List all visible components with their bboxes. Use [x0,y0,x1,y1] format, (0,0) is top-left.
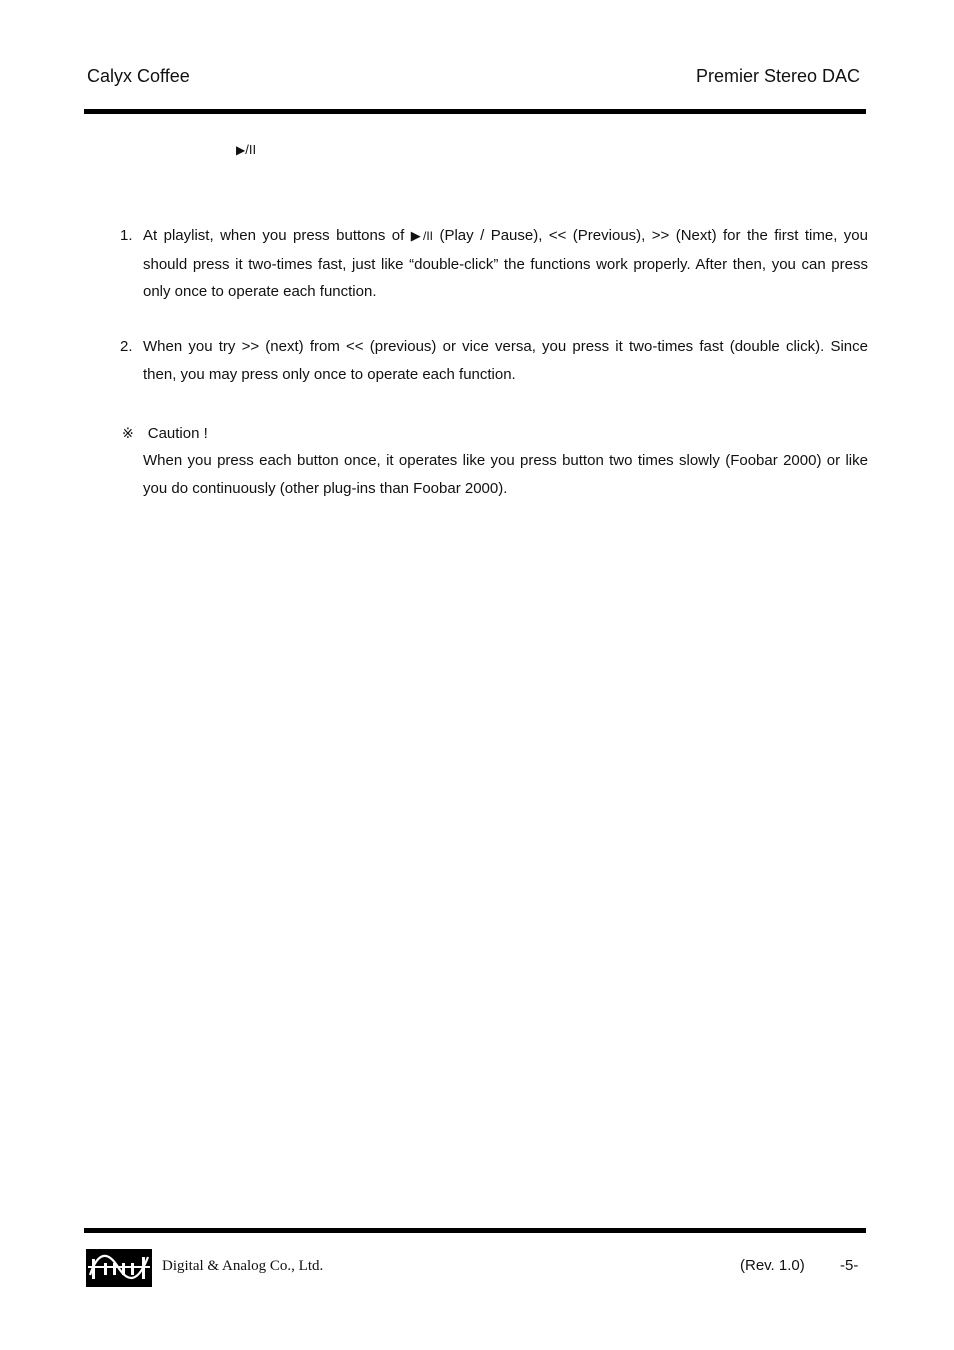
header-rule [84,109,866,114]
play-pause-symbol [236,142,256,157]
revision-label: (Rev. 1.0) [740,1257,805,1274]
instruction-item-2 [120,333,868,388]
caution-title: Caution ! [147,425,208,442]
instruction-item-1 [120,222,868,306]
caution-heading [122,421,208,446]
pause-icon: /II [423,229,434,243]
reference-mark-icon: ※ [122,425,134,441]
caution-text: When you press each button once, it operates like you press button two times slowly (Foobar 2000) or like you do continuously (other plug-ins than Foobar 2000). [143,452,868,497]
header-left-title: Calyx Coffee [87,66,190,86]
company-name: Digital & Analog Co., Ltd. [162,1258,324,1274]
company-logo [86,1249,152,1287]
instruction-text: When you try >> (next) from << (previous) or vice versa, you press it two-times fast (double click). Since then, you may press only once to operate each function. [143,338,868,383]
play-icon: ▶ [410,228,424,243]
list-number: 2. [120,338,133,355]
header-right-title: Premier Stereo DAC [695,66,860,86]
instruction-text: At playlist, when you press buttons of ▶/II (Play / Pause), << (Previous), >> (Next) for the first time, you should press it two-times fast, just like “double-click” the functions work properly. After then, you can press only once to operate each function. [143,227,868,300]
footer-rule [84,1228,866,1233]
list-number: 1. [120,227,133,244]
pause-icon: /II [245,142,257,157]
page-number: -5- [840,1257,859,1274]
play-icon: ▶ [236,143,246,157]
